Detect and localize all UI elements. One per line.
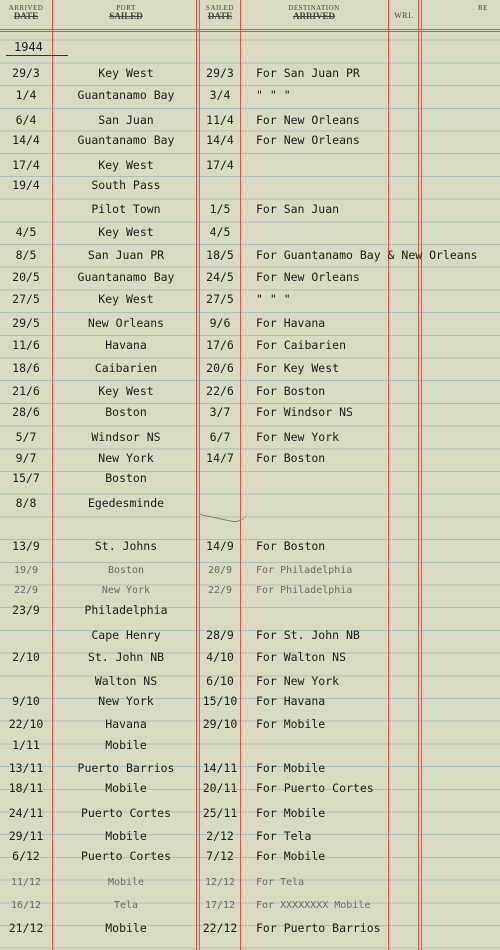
sailed-date: 11/4 [206, 113, 234, 127]
destination: For New York [256, 430, 340, 444]
destination: For Philadelphia [256, 565, 353, 576]
arrived-date: 6/4 [15, 113, 37, 127]
table-row [0, 451, 500, 467]
sailed-date: 20/6 [206, 361, 234, 375]
port-name: Boston [105, 471, 147, 485]
port-name: New Orleans [87, 316, 165, 330]
arrived-date: 1/11 [12, 738, 40, 752]
destination: For New York [256, 674, 340, 688]
table-row [0, 248, 500, 264]
year-underline [6, 55, 68, 56]
sailed-date: 1/5 [209, 202, 231, 216]
header-sailed-top: SAILED [206, 4, 234, 12]
sailed-date: 4/10 [206, 650, 234, 664]
port-name: Key West [98, 292, 154, 306]
arrived-date: 21/12 [8, 921, 44, 935]
destination: For XXXXXXXX Mobile [256, 900, 371, 911]
arrived-date: 9/7 [15, 451, 37, 465]
table-row [0, 674, 500, 690]
sailed-date: 6/7 [209, 430, 231, 444]
port-name: St. John NB [87, 650, 165, 664]
arrived-date: 19/4 [12, 178, 40, 192]
port-name: Havana [105, 717, 147, 731]
destination: For Mobile [256, 761, 326, 775]
port-name: Mobile [105, 781, 147, 795]
arrived-date: 18/11 [8, 781, 44, 795]
arrived-date: 16/12 [10, 900, 42, 911]
destination: For Havana [256, 316, 326, 330]
arrived-date: 5/7 [15, 430, 37, 444]
header-port-bottom: SAILED [109, 11, 143, 21]
port-name: Puerto Cortes [80, 849, 171, 863]
destination: For Puerto Barrios [256, 921, 381, 935]
port-name: Walton NS [94, 674, 158, 688]
table-row [0, 761, 500, 777]
port-name: St. Johns [94, 539, 158, 553]
destination: For Key West [256, 361, 340, 375]
table-row [0, 877, 500, 893]
destination: For Guantanamo Bay & New Orleans [256, 248, 478, 262]
table-row [0, 384, 500, 400]
destination: For Windsor NS [256, 405, 353, 419]
destination: " " " [256, 292, 291, 306]
sailed-date: 22/9 [207, 585, 233, 596]
port-name: Mobile [105, 738, 147, 752]
table-row [0, 270, 500, 286]
port-name: Guantanamo Bay [77, 133, 175, 147]
sailed-date: 3/4 [209, 88, 231, 102]
arrived-date: 13/11 [8, 761, 44, 775]
table-row [0, 829, 500, 845]
table-row [0, 225, 500, 241]
header-rule [0, 31, 500, 32]
header-port [56, 4, 196, 20]
arrived-date: 21/6 [12, 384, 40, 398]
destination: For Tela [256, 877, 305, 888]
sailed-date: 28/9 [206, 628, 234, 642]
header-sailed-bottom: DATE [207, 11, 233, 21]
table-row [0, 539, 500, 555]
arrived-date: 29/11 [8, 829, 44, 843]
port-name: Tela [113, 900, 139, 911]
table-row [0, 178, 500, 194]
header-re: RE [478, 4, 488, 12]
port-name: Caibarien [94, 361, 158, 375]
arrived-date: 20/5 [12, 270, 40, 284]
port-name: Mobile [105, 921, 147, 935]
port-name: San Juan PR [87, 248, 165, 262]
table-row [0, 738, 500, 754]
destination: For Walton NS [256, 650, 347, 664]
sailed-date: 12/12 [204, 877, 236, 888]
destination: For San Juan PR [256, 66, 360, 80]
port-name: Key West [98, 384, 154, 398]
destination: For Mobile [256, 717, 326, 731]
table-row [0, 316, 500, 332]
table-row [0, 113, 500, 129]
sailed-date: 17/4 [206, 158, 234, 172]
table-row [0, 338, 500, 354]
port-name: Boston [105, 405, 147, 419]
arrived-date: 19/9 [13, 565, 39, 576]
sailed-date: 14/9 [206, 539, 234, 553]
table-row [0, 361, 500, 377]
arrived-date: 24/11 [8, 806, 44, 820]
header-dest-top: DESTINATION [288, 4, 340, 12]
header-wr: WRI. [394, 11, 414, 20]
arrived-date: 6/12 [12, 849, 40, 863]
table-row [0, 650, 500, 666]
port-name: Egedesminde [87, 496, 165, 510]
arrived-date: 15/7 [12, 471, 40, 485]
port-name: Key West [98, 158, 154, 172]
destination: For Boston [256, 539, 326, 553]
port-name: Windsor NS [91, 430, 161, 444]
arrived-date: 22/10 [8, 717, 44, 731]
arrived-date: 18/6 [12, 361, 40, 375]
sailed-date: 15/10 [202, 694, 238, 708]
sailed-date: 17/12 [204, 900, 236, 911]
table-row [0, 921, 500, 937]
port-name: New York [98, 451, 154, 465]
arrived-date: 9/10 [12, 694, 40, 708]
port-name: Boston [107, 565, 145, 576]
arrived-date: 22/9 [13, 585, 39, 596]
arrived-date: 28/6 [12, 405, 40, 419]
arrived-date: 27/5 [12, 292, 40, 306]
sailed-date: 20/9 [207, 565, 233, 576]
arrived-date: 8/5 [15, 248, 37, 262]
table-row [0, 628, 500, 644]
port-name: Key West [98, 66, 154, 80]
sailed-date: 18/5 [206, 248, 234, 262]
destination: For St. John NB [256, 628, 360, 642]
port-name: Pilot Town [91, 202, 161, 216]
arrived-date: 23/9 [12, 603, 40, 617]
port-name: Havana [105, 338, 147, 352]
destination: For San Juan [256, 202, 340, 216]
arrived-date: 4/5 [15, 225, 37, 239]
table-row [0, 405, 500, 421]
arrived-date: 11/12 [10, 877, 42, 888]
table-row [0, 900, 500, 916]
sailed-date: 2/12 [206, 829, 234, 843]
sailed-date: 24/5 [206, 270, 234, 284]
sailed-date: 20/11 [202, 781, 238, 795]
table-row [0, 806, 500, 822]
port-name: Puerto Barrios [77, 761, 175, 775]
arrived-date: 11/6 [12, 338, 40, 352]
table-row [0, 88, 500, 104]
destination: For New Orleans [256, 133, 360, 147]
sailed-date: 22/12 [202, 921, 238, 935]
sailed-date: 14/11 [202, 761, 238, 775]
table-row [0, 158, 500, 174]
port-name: Puerto Cortes [80, 806, 171, 820]
sailed-date: 14/7 [206, 451, 234, 465]
destination: For Philadelphia [256, 585, 353, 596]
sailed-date: 27/5 [206, 292, 234, 306]
table-row [0, 849, 500, 865]
table-row [0, 471, 500, 487]
destination: For Caibarien [256, 338, 347, 352]
column-headers [0, 0, 500, 30]
arrived-date: 13/9 [12, 539, 40, 553]
table-row [0, 565, 500, 581]
destination: For New Orleans [256, 270, 360, 284]
header-port-top: PORT [116, 4, 136, 12]
table-row [0, 496, 500, 512]
destination: " " " [256, 88, 291, 102]
port-name: New York [101, 585, 151, 596]
table-row [0, 202, 500, 218]
destination: For Boston [256, 384, 326, 398]
port-name: South Pass [91, 178, 161, 192]
sailed-date: 6/10 [206, 674, 234, 688]
arrived-date: 17/4 [12, 158, 40, 172]
table-row [0, 603, 500, 619]
port-name: Mobile [107, 877, 145, 888]
destination: For Mobile [256, 849, 326, 863]
port-name: Cape Henry [91, 628, 161, 642]
destination: For Mobile [256, 806, 326, 820]
header-arrived-bottom: DATE [13, 11, 39, 21]
destination: For Havana [256, 694, 326, 708]
port-name: Guantanamo Bay [77, 88, 175, 102]
table-row [0, 66, 500, 82]
table-row [0, 781, 500, 797]
sailed-date: 9/6 [209, 316, 231, 330]
header-sailed [200, 4, 240, 20]
table-row [0, 694, 500, 710]
port-name: Key West [98, 225, 154, 239]
table-row [0, 430, 500, 446]
sailed-date: 25/11 [202, 806, 238, 820]
sailed-date: 29/3 [206, 66, 234, 80]
year-label: 1944 [14, 40, 43, 54]
port-name: Guantanamo Bay [77, 270, 175, 284]
arrived-date: 1/4 [15, 88, 37, 102]
header-dest-bottom: ARRIVED [292, 11, 335, 21]
arrived-date: 8/8 [15, 496, 37, 510]
arrived-date: 2/10 [12, 650, 40, 664]
sailed-date: 7/12 [206, 849, 234, 863]
port-name: Philadelphia [84, 603, 168, 617]
header-destination [244, 4, 384, 20]
arrived-date: 29/5 [12, 316, 40, 330]
destination: For Tela [256, 829, 312, 843]
destination: For New Orleans [256, 113, 360, 127]
sailed-date: 17/6 [206, 338, 234, 352]
sailed-date: 29/10 [202, 717, 238, 731]
port-name: San Juan [98, 113, 154, 127]
table-row [0, 585, 500, 601]
port-name: Mobile [105, 829, 147, 843]
destination: For Puerto Cortes [256, 781, 374, 795]
sailed-date: 14/4 [206, 133, 234, 147]
port-name: New York [98, 694, 154, 708]
destination: For Boston [256, 451, 326, 465]
arrived-date: 29/3 [12, 66, 40, 80]
table-row [0, 292, 500, 308]
table-row [0, 133, 500, 149]
header-arrived-top: ARRIVED [8, 4, 44, 12]
sailed-date: 4/5 [209, 225, 231, 239]
sailed-date: 22/6 [206, 384, 234, 398]
table-row [0, 717, 500, 733]
sailed-date: 3/7 [209, 405, 231, 419]
arrived-date: 14/4 [12, 133, 40, 147]
header-arrived [4, 4, 48, 20]
